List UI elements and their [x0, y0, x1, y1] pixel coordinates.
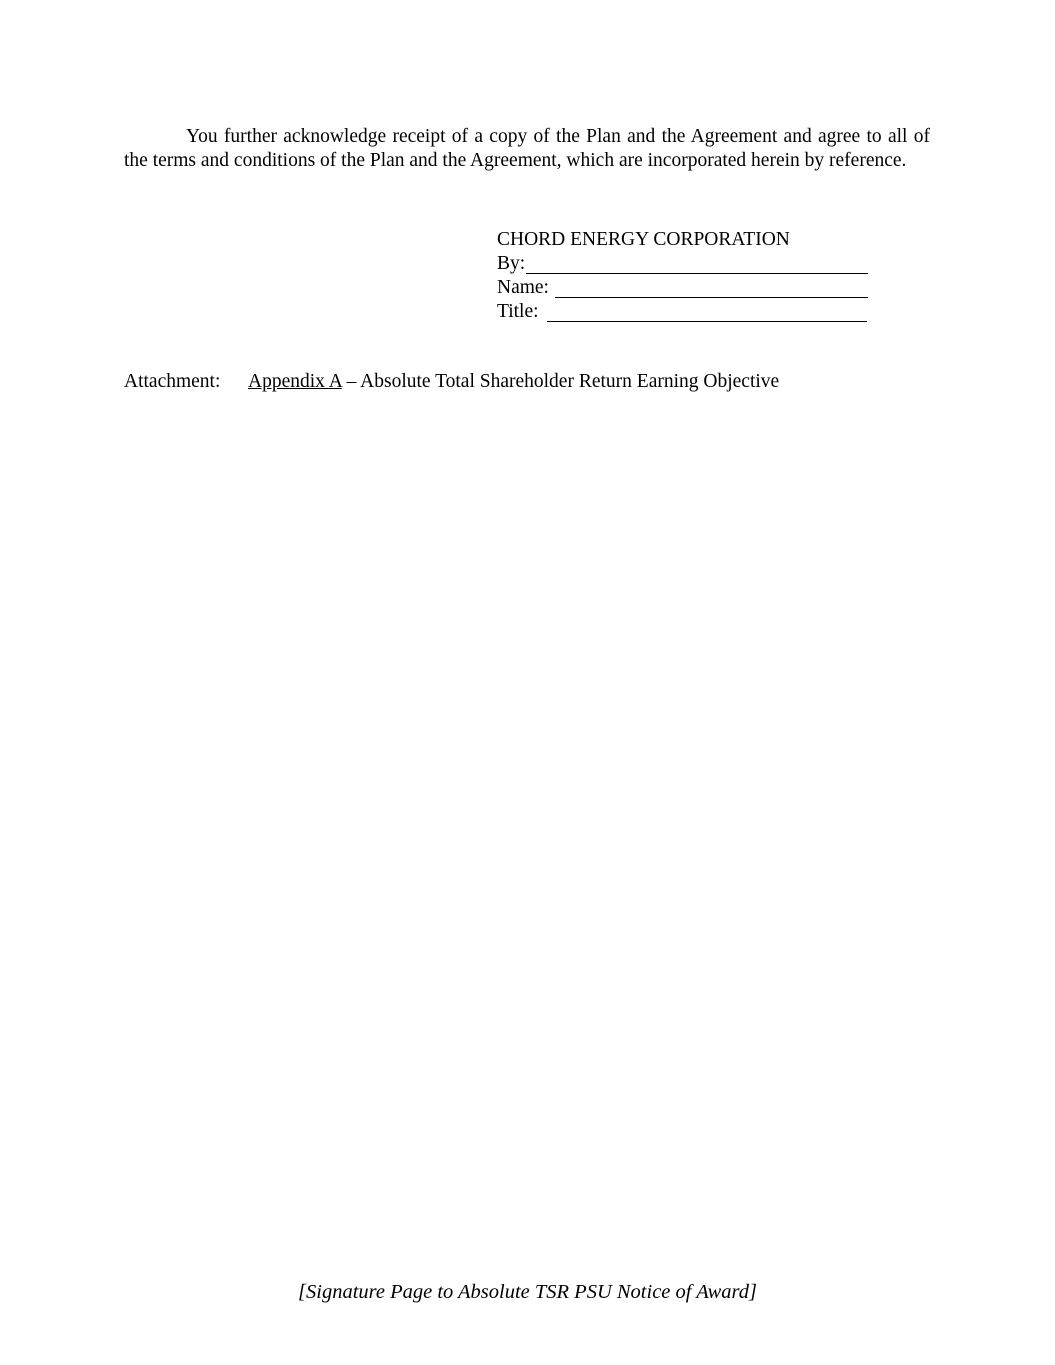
title-line [497, 300, 877, 324]
acknowledgement-paragraph: You further acknowledge receipt of a copy of the Plan and the Agreement and agree to all of the terms and conditions of the Plan and the Agreement, which are incorporated herein by reference. [124, 126, 930, 171]
title-label: Title: [497, 301, 539, 322]
name-label: Name: [497, 277, 549, 298]
attachment-line [124, 370, 779, 394]
signature-block [497, 228, 877, 324]
appendix-a-link[interactable]: Appendix A [248, 371, 342, 392]
by-signature-rule [526, 255, 868, 274]
name-signature-rule [555, 279, 868, 298]
by-label: By: [497, 253, 526, 274]
signature-page-footer: [Signature Page to Absolute TSR PSU Notice of Award] [298, 1281, 757, 1303]
name-line [497, 276, 877, 300]
company-name: CHORD ENERGY CORPORATION [497, 229, 790, 250]
by-line [497, 252, 877, 276]
title-signature-rule [547, 303, 867, 322]
attachment-label: Attachment: [124, 371, 221, 392]
company-name-line [497, 228, 877, 252]
attachment-description: – Absolute Total Shareholder Return Earning Objective [341, 371, 780, 392]
